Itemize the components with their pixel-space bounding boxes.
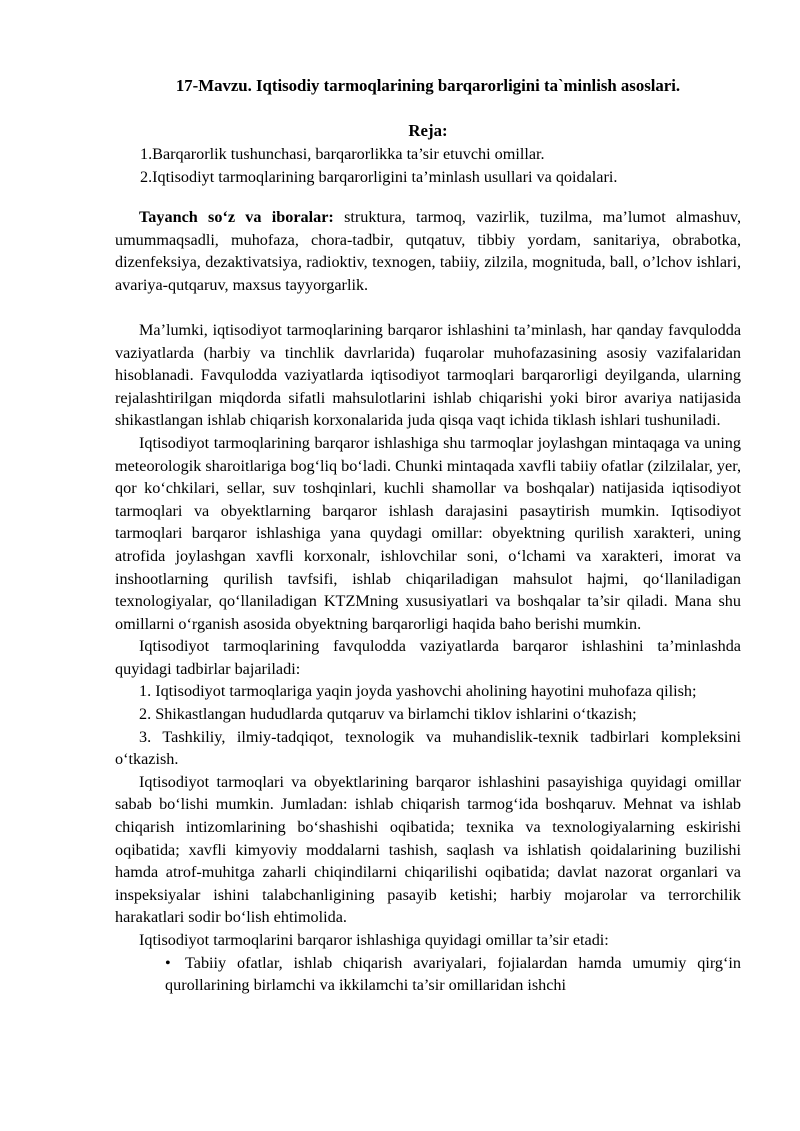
keywords-label: Tayanch so‘z va iboralar:	[139, 208, 334, 226]
bullet-text: Tabiiy ofatlar, ishlab chiqarish avariyalari, fojialardan hamda umumiy qirg‘in qurollarining birlamchi va ikkilamchi ta’sir omillaridan ishchi	[165, 953, 741, 995]
body-paragraph: Iqtisodiyot tarmoqlarini barqaror ishlashiga quyidagi omillar ta’sir etadi:	[139, 931, 609, 949]
keywords-text: struktura, tarmoq, vazirlik, tuzilma, ma’lumot almashuv, umummaqsadli, muhofaza, chora-tadbir, qutqatuv, tibbiy yordam, sanitariya, obrabotka, dizenfeksiya, dezaktivatsiya, radioktiv, texnogen, tabiiy, zilzila, mognituda, ball, o’lchov ishlari, avariya-qutqaruv, maxsus tayyorgarlik.	[115, 208, 741, 294]
body-paragraph: Iqtisodiyot tarmoqlari va obyektlarining barqaror ishlashini pasayishiga quyidagi omillar sabab bo‘lishi mumkin. Jumladan: ishlab chiqarish tarmog‘ida boshqaruv. Mehnat va ishlab chiqarish intizomlarining bo‘shashishi oqibatida; texnika va texnologiyalarning eskirishi oqibatida; xavfli kimyoviy moddalarni tashish, saqlash va ishlatish qoidalarining buzilishi hamda atrof-muhitga zaharli chiqindilarni chiqarilishi oqibatida; davlat nazorat organlari va inspeksiyalar ishini talabchanligining pasayib ketishi; harbiy mojarolar va terrorchilik harakatlari sodir bo‘lish ehtimolida.	[115, 772, 741, 927]
numbered-item: 2. Shikastlangan hududlarda qutqaruv va birlamchi tiklov ishlarini o‘tkazish;	[139, 705, 637, 724]
plan-heading: Reja:	[408, 121, 448, 140]
body-paragraph: Iqtisodiyot tarmoqlarining barqaror ishlashiga shu tarmoqlar joylashgan mintaqaga va uning meteorologik sharoitlariga bog‘liq bo‘ladi. Chunki mintaqada xavfli tabiiy ofatlar (zilzilalar, yer, qor ko‘chkilari, sellar, suv toshqinlari, kuchli shamollar va boshqalar) natijasida iqtisodiyot tarmoqlari va obyektlarning barqaror ishlash darajasini pasaytirish mumkin. Iqtisodiyot tarmoqlari barqaror ishlashiga yana quydagi omillar: obyektning qurilish xarakteri, uning atrofida joylashgan xavfli korxonalr, ishlovchilar soni, o‘lchami va xarakteri, imorat va inshootlarning qurilish tavfsifi, ishlab chiqariladigan mahsulot hajmi, qo‘llaniladigan texnologiyalar, qo‘llaniladigan KTZMning xususiyatlari va boshqalar ta’sir qiladi. Mana shu omillarni o‘rganish asosida obyektning barqarorligi haqida baho berishi mumkin.	[115, 433, 741, 633]
paragraph-gap	[115, 296, 741, 319]
numbered-item: 1. Iqtisodiyot tarmoqlariga yaqin joyda yashovchi aholining hayotini muhofaza qilish;	[139, 682, 697, 701]
document-body	[115, 206, 741, 997]
body-paragraph: Iqtisodiyot tarmoqlarining favqulodda vaziyatlarda barqaror ishlashini ta’minlashda quyidagi tadbirlar bajariladi:	[115, 637, 741, 678]
bullet-item	[165, 952, 741, 997]
plan-item: 1.Barqarorlik tushunchasi, barqarorlikka ta’sir etuvchi omillar.	[140, 145, 545, 163]
numbered-item: 3. Tashkiliy, ilmiy-tadqiqot, texnologik va muhandislik-texnik tadbirlari kompleksini o‘tkazish.	[115, 727, 741, 769]
document-title: 17-Mavzu. Iqtisodiy tarmoqlarining barqarorligini ta`minlish asoslari.	[175, 76, 681, 95]
body-paragraph: Ma’lumki, iqtisodiyot tarmoqlarining barqaror ishlashini ta’minlash, har qanday favqulodda vaziyatlarda (harbiy va tinchlik davrlarida) fuqarolar muhofazasining asosiy vazifalaridan hisoblanadi. Favqulodda vaziyatlarda iqtisodiyot tarmoqlari barqarorligi deyilganda, ularning rejalashtirilgan miqdorda sifatli mahsulotlarini ishlab chiqarishi yoki biror avariya natijasida shikastlangan ishlab chiqarish korxonalarida juda qisqa vaqt ichida tiklash ishlari tushuniladi.	[115, 320, 741, 430]
plan-item: 2.Iqtisodiyt tarmoqlarining barqarorligini ta’minlash usullari va qoidalari.	[140, 167, 618, 186]
bullet-icon: •	[165, 953, 171, 972]
keywords-paragraph	[115, 206, 741, 296]
plan-list	[140, 143, 740, 188]
